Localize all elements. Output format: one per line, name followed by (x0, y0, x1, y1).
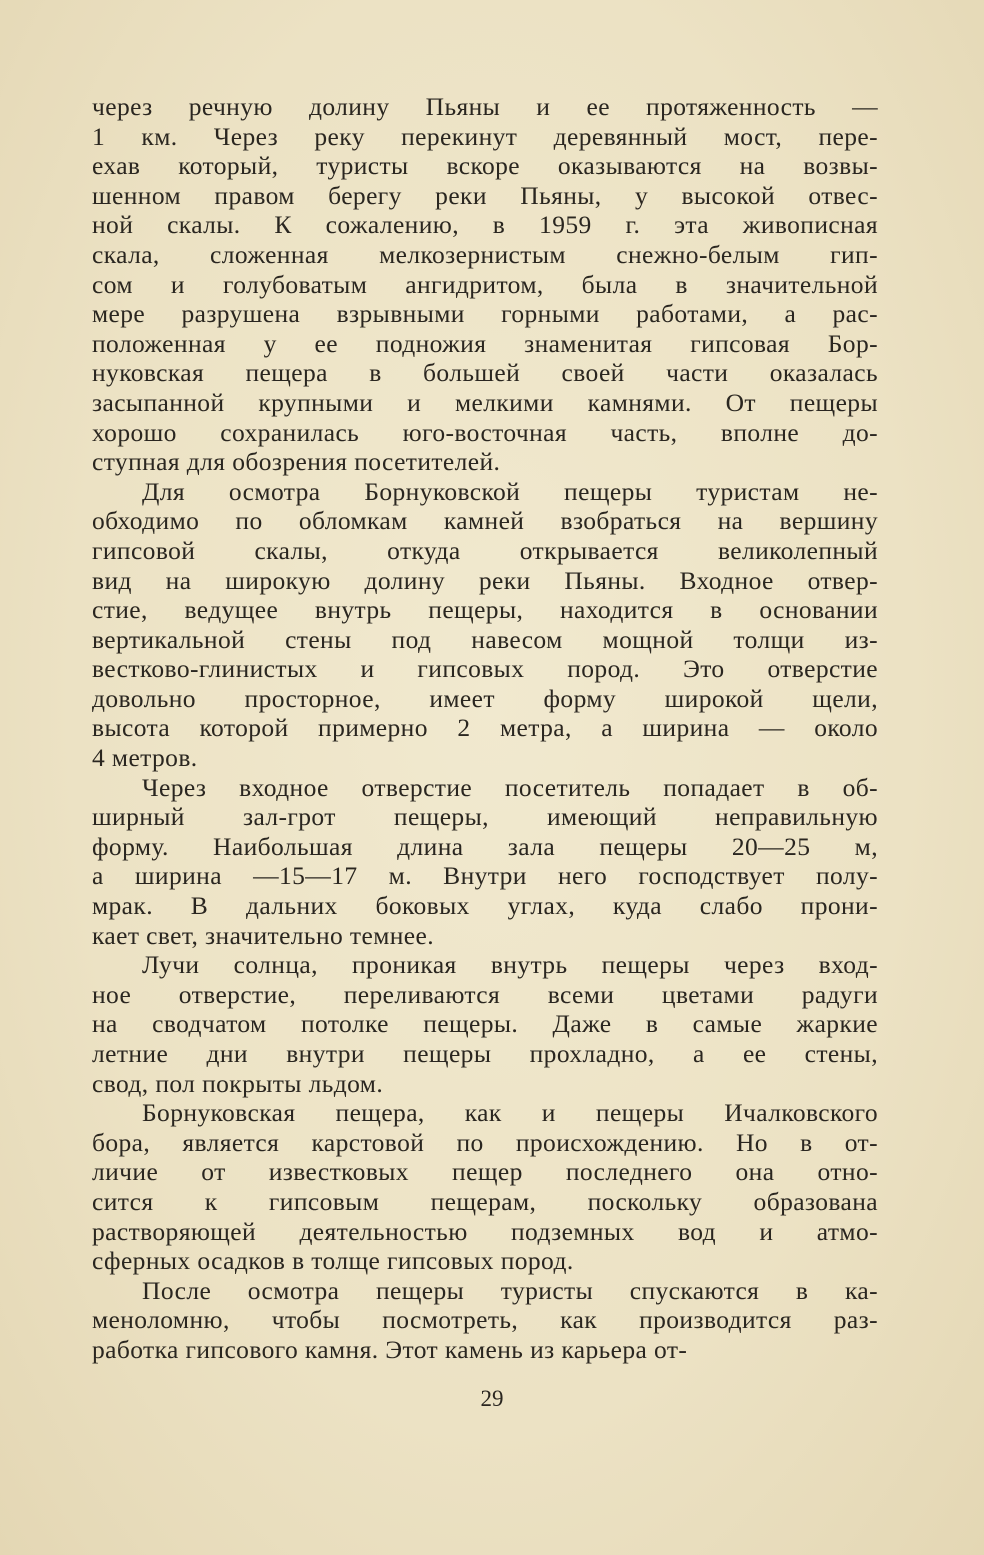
text-line: через речную долину Пьяны и ее протяженность — (92, 92, 878, 121)
text-line: Через входное отверстие посетитель попадает в об- (142, 772, 878, 802)
text-line: мрак. В дальних боковых углах, куда слабо прони- (92, 891, 878, 921)
text-line: нуковская пещера в большей своей части оказалась (92, 358, 878, 388)
text-line: сферных осадков в толще гипсовых пород. (92, 1246, 574, 1276)
text-line: положенная у ее подножия знаменитая гипсовая Бор- (92, 328, 878, 358)
text-line: довольно просторное, имеет форму широкой щели, (92, 683, 878, 713)
page-number: 29 (480, 1386, 504, 1411)
paragraph (92, 477, 878, 773)
text-line: засыпанной крупными и мелкими камнями. От пещеры (92, 387, 878, 417)
text-line: сом и голубоватым ангидритом, была в значительной (92, 269, 878, 299)
text-line: работка гипсового камня. Этот камень из карьера от- (92, 1334, 688, 1364)
text-line: ной скалы. К сожалению, в 1959 г. эта живописная (92, 210, 878, 240)
text-line: сится к гипсовым пещерам, поскольку образована (92, 1186, 878, 1216)
text-line: бора, является карстовой по происхождению. Но в от- (92, 1127, 878, 1157)
text-line: ехав который, туристы вскоре оказываются на возвы- (92, 151, 878, 181)
text-line: гипсовой скалы, откуда открывается великолепный (92, 535, 878, 565)
text-line: скала, сложенная мелкозернистым снежно-белым гип- (92, 239, 878, 269)
paragraph (92, 1276, 878, 1365)
text-line: шенном правом берегу реки Пьяны, у высокой отвес- (92, 180, 878, 210)
text-line: 4 метров. (92, 743, 198, 773)
text-line: Для осмотра Борнуковской пещеры туристам не- (142, 476, 878, 506)
paragraph (92, 950, 878, 1098)
text-line: личие от известковых пещер последнего она отно- (92, 1157, 878, 1187)
text-line: свод, пол покрыты льдом. (92, 1068, 384, 1098)
text-line: стие, ведущее внутрь пещеры, находится в основании (92, 595, 878, 625)
text-line: кает свет, значительно темнее. (92, 920, 434, 950)
text-line: Борнуковская пещера, как и пещеры Ичалковского (142, 1098, 878, 1128)
text-line: летние дни внутри пещеры прохладно, а ее стены, (92, 1039, 878, 1068)
paragraph (92, 92, 878, 477)
paragraph (92, 1098, 878, 1276)
text-line: растворяющей деятельностью подземных вод и атмо- (92, 1216, 878, 1246)
text-line: Лучи солнца, проникая внутрь пещеры через вход- (142, 950, 878, 980)
text-line: а ширина —15—17 м. Внутри него господствует полу- (92, 861, 878, 891)
paragraph (92, 773, 878, 951)
text-line: вестково-глинистых и гипсовых пород. Это отверстие (92, 654, 878, 684)
text-line: После осмотра пещеры туристы спускаются в ка- (142, 1275, 878, 1305)
text-line: хорошо сохранилась юго-восточная часть, вполне до- (92, 417, 878, 447)
text-line: мере разрушена взрывными горными работами, а рас- (92, 299, 878, 329)
body-text (92, 92, 878, 1365)
text-line: вид на широкую долину реки Пьяны. Входное отвер- (92, 565, 878, 595)
text-line: ступная для обозрения посетителей. (92, 447, 501, 477)
text-line: вертикальной стены под навесом мощной толщи из- (92, 624, 878, 654)
text-line: обходимо по обломкам камней взобраться на вершину (92, 506, 878, 536)
text-line: высота которой примерно 2 метра, а ширина — около (92, 713, 878, 743)
text-line: меноломню, чтобы посмотреть, как производится раз- (92, 1305, 878, 1335)
text-line: на сводчатом потолке пещеры. Даже в самые жаркие (92, 1009, 878, 1039)
text-line: ное отверстие, переливаются всеми цветами радуги (92, 979, 878, 1009)
text-line: 1 км. Через реку перекинут деревянный мост, пере- (92, 121, 878, 151)
text-line: форму. Наибольшая длина зала пещеры 20—25 м, (92, 831, 878, 861)
text-line: ширный зал-грот пещеры, имеющий неправильную (92, 802, 878, 832)
